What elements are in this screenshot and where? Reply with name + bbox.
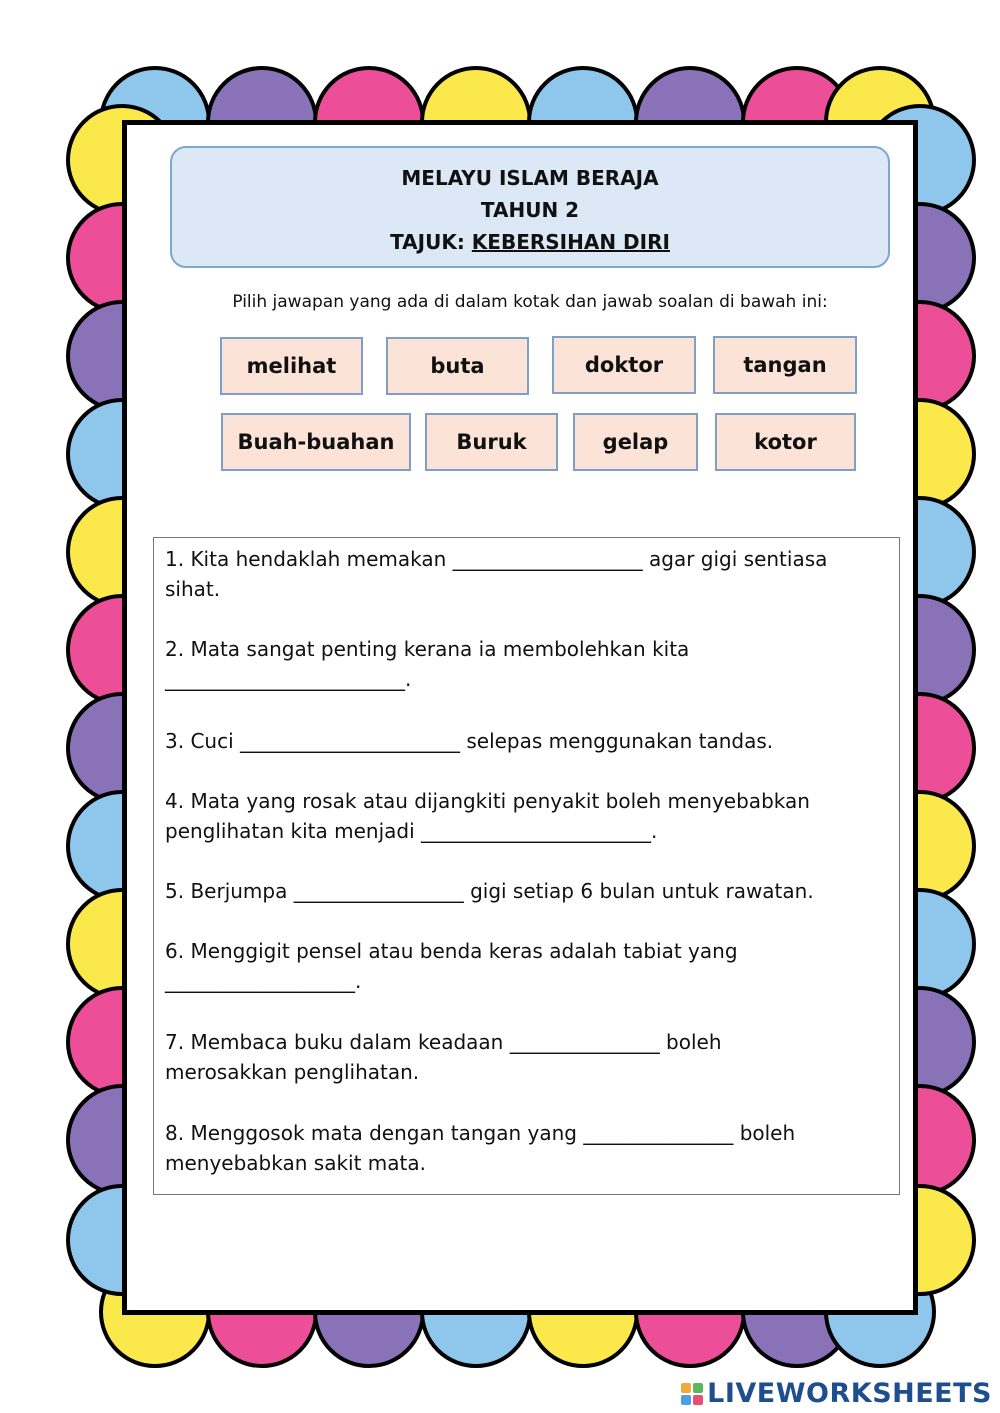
word-box[interactable]: doktor (552, 336, 696, 394)
question-8 (165, 1118, 893, 1178)
question-7 (165, 1027, 893, 1087)
question-4 (165, 786, 893, 846)
word-box[interactable]: Buah-buahan (221, 413, 411, 471)
question-line: 5. Berjumpa _________________ gigi setiap 6 bulan untuk rawatan. (165, 879, 814, 903)
question-line: 6. Menggigit pensel atau benda keras adalah tabiat yang (165, 939, 738, 963)
instruction-text: Pilih jawapan yang ada di dalam kotak dan jawab soalan di bawah ini: (232, 292, 828, 312)
logo-icon (681, 1383, 703, 1405)
word-box[interactable]: Buruk (425, 413, 558, 471)
title-box (170, 146, 890, 268)
topic-label: TAJUK: (390, 230, 465, 254)
question-line: 1. Kita hendaklah memakan ___________________ agar gigi sentiasa (165, 547, 828, 571)
topic-name: KEBERSIHAN DIRI (471, 230, 670, 254)
question-line: ___________________. (165, 969, 362, 993)
question-line: menyebabkan sakit mata. (165, 1151, 426, 1175)
word-box[interactable]: tangan (713, 336, 857, 394)
word-box[interactable]: kotor (715, 413, 856, 471)
question-line: 7. Membaca buku dalam keadaan _______________ boleh (165, 1030, 722, 1054)
title-subject: MELAYU ISLAM BERAJA (401, 166, 659, 190)
brand-name: LIVEWORKSHEETS (707, 1378, 992, 1409)
question-line: 3. Cuci ______________________ selepas menggunakan tandas. (165, 729, 774, 753)
liveworksheets-logo[interactable] (681, 1378, 992, 1409)
word-box[interactable]: melihat (220, 337, 363, 395)
question-line: merosakkan penglihatan. (165, 1060, 420, 1084)
question-5 (165, 876, 893, 906)
question-line: penglihatan kita menjadi _______________________. (165, 819, 658, 843)
title-year: TAHUN 2 (480, 198, 580, 222)
question-3 (165, 726, 893, 756)
question-line: 8. Menggosok mata dengan tangan yang _______________ boleh (165, 1121, 796, 1145)
title-topic (172, 226, 888, 258)
word-box[interactable]: gelap (573, 413, 698, 471)
question-2 (165, 634, 893, 694)
question-1 (165, 544, 893, 604)
question-line: ________________________. (165, 667, 412, 691)
word-box[interactable]: buta (386, 337, 529, 395)
question-6 (165, 936, 893, 996)
question-line: 2. Mata sangat penting kerana ia membolehkan kita (165, 637, 690, 661)
question-line: sihat. (165, 577, 221, 601)
question-line: 4. Mata yang rosak atau dijangkiti penyakit boleh menyebabkan (165, 789, 810, 813)
